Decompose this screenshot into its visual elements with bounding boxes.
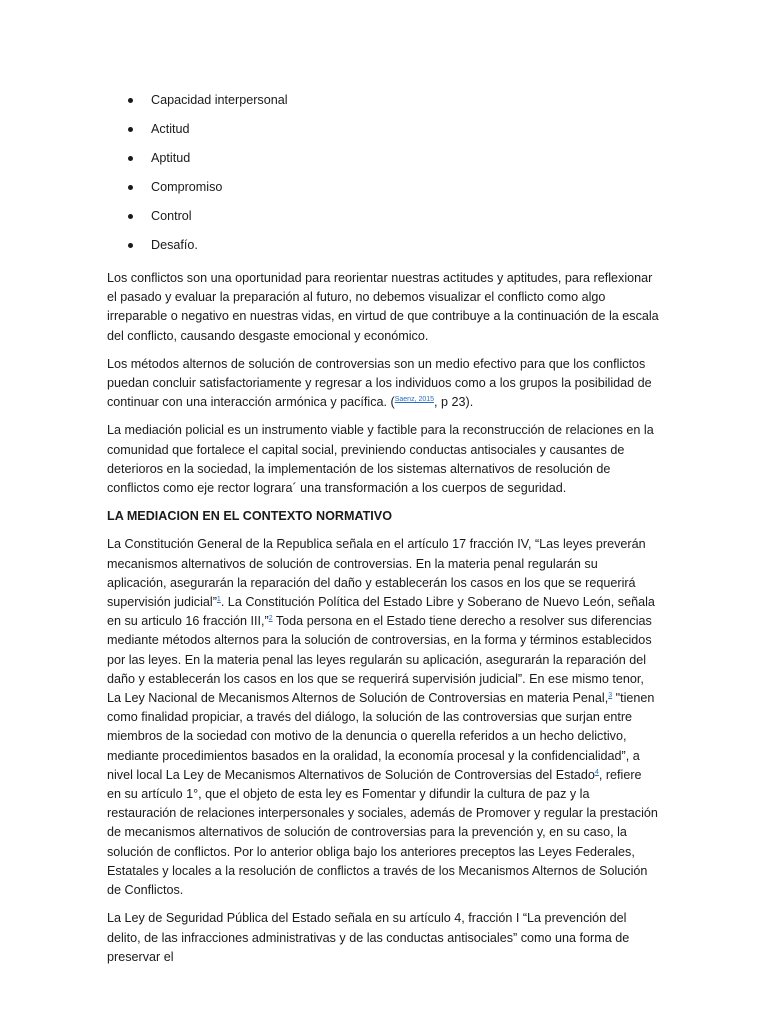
footnote-link-1[interactable]: 1 xyxy=(216,596,221,604)
section-heading: LA MEDIACION EN EL CONTEXTO NORMATIVO xyxy=(107,509,393,524)
paragraph-text: Los métodos alternos de solución de controversias son un medio efectivo para que los conflictos puedan concluir satisfactoriamente y regresar a los individuos como a los grupos la posibilidad de continuar con una interacción armónica y pacífica. ( xyxy=(107,356,652,410)
bullet-icon xyxy=(128,185,133,190)
footnote-link-2[interactable]: 2 xyxy=(268,615,273,623)
list-item-text: Compromiso xyxy=(151,180,223,194)
paragraph-police-mediation: La mediación policial es un instrumento viable y factible para la reconstrucción de relaciones en la comunidad que fortalece el capital social, previniendo conductas antisociales y causantes de deterioros en la sociedad, la implementación de los sistemas alternativos de resolución de conflictos como eje rector lograra´ una transformación a los cuerpos de seguridad. xyxy=(107,423,654,496)
citation-link[interactable]: Saenz, 2015 xyxy=(394,396,435,404)
list-item xyxy=(107,175,659,204)
footnote-link-4[interactable]: 4 xyxy=(594,768,599,776)
list-item-text: Control xyxy=(151,209,192,223)
list-item-text: Actitud xyxy=(151,122,190,136)
paragraph-alternative-methods xyxy=(107,355,659,413)
footnote-link-3[interactable]: 3 xyxy=(608,692,613,700)
list-item xyxy=(107,88,659,117)
bullet-icon xyxy=(128,98,133,103)
paragraph-text: , p 23). xyxy=(434,395,474,410)
paragraph-public-security: La Ley de Seguridad Pública del Estado señala en su artículo 4, fracción I “La prevención del delito, de las infracciones administrativas y de las conductas antisociales” como una forma de preservar el xyxy=(107,911,630,964)
list-item-text: Aptitud xyxy=(151,151,191,165)
paragraph-text: Toda persona en el Estado tiene derecho a resolver sus diferencias mediante métodos alternos para la solución de controversias, en la forma y términos establecidos por las leyes. En la materia penal las leyes regularán su aplicación, asegurarán la reparación del daño y establecerán los casos en los que se requerirá supervisión judicial”. En ese mismo tenor, La Ley Nacional de Mecanismos Alternos de Solución de Controversias en materia Penal, xyxy=(107,614,652,706)
citation xyxy=(395,396,434,403)
list-item-text: Desafío. xyxy=(151,238,198,252)
paragraph-text: "tienen como finalidad propiciar, a través del diálogo, la solución de las controversias que surjan entre miembros de la sociedad con motivo de la denuncia o querella referidos a un hecho delictivo, mediante procedimientos basados en la oralidad, la economía procesal y la confidencialidad”, a nivel local La Ley de Mecanismos Alternativos de Solución de Controversias del Estado xyxy=(107,691,655,782)
list-item xyxy=(107,146,659,175)
paragraph-text: , refiere en su artículo 1°, que el objeto de esta ley es Fomentar y difundir la cultura de paz y la restauración de relaciones interpersonales y sociales, además de Promover y regular la prestación de mecanismos alternativos de solución de controversias para la prevención y, en su caso, la solución de conflictos. Por lo anterior obliga bajo los anteriores preceptos las Leyes Federales, Estatales y locales a la resolución de conflictos a través de los Mecanismos Alternos de Solución de Conflictos. xyxy=(107,767,658,898)
list-item xyxy=(107,117,659,146)
list-item-text: Capacidad interpersonal xyxy=(151,93,288,107)
bullet-icon xyxy=(128,243,133,248)
paragraph-normative xyxy=(107,535,659,900)
document-page xyxy=(107,88,659,976)
bullet-list xyxy=(107,88,659,262)
bullet-icon xyxy=(128,127,133,132)
paragraph-conflicts: Los conflictos son una oportunidad para reorientar nuestras actitudes y aptitudes, para reflexionar el pasado y evaluar la preparación al futuro, no debemos visualizar el conflicto como algo irreparable o negativo en nuestras vidas, en virtud de que contribuye a la continuación de la escala del conflicto, causando desgaste emocional y económico. xyxy=(107,271,659,343)
bullet-icon xyxy=(128,214,133,219)
list-item xyxy=(107,204,659,233)
paragraph-text: La Constitución General de la Republica señala en el artículo 17 fracción IV, “Las leyes preverán mecanismos alternativos de solución de controversias. En la materia penal regularán su aplicación, asegurarán la reparación del daño y establecerán los casos en los que se requerirá supervisión judicial” xyxy=(107,537,646,610)
list-item xyxy=(107,233,659,262)
bullet-icon xyxy=(128,156,133,161)
paragraph-text: . La Constitución Política del Estado Libre y Soberano de Nuevo León, señala en su articulo 16 fracción III,” xyxy=(107,595,655,629)
